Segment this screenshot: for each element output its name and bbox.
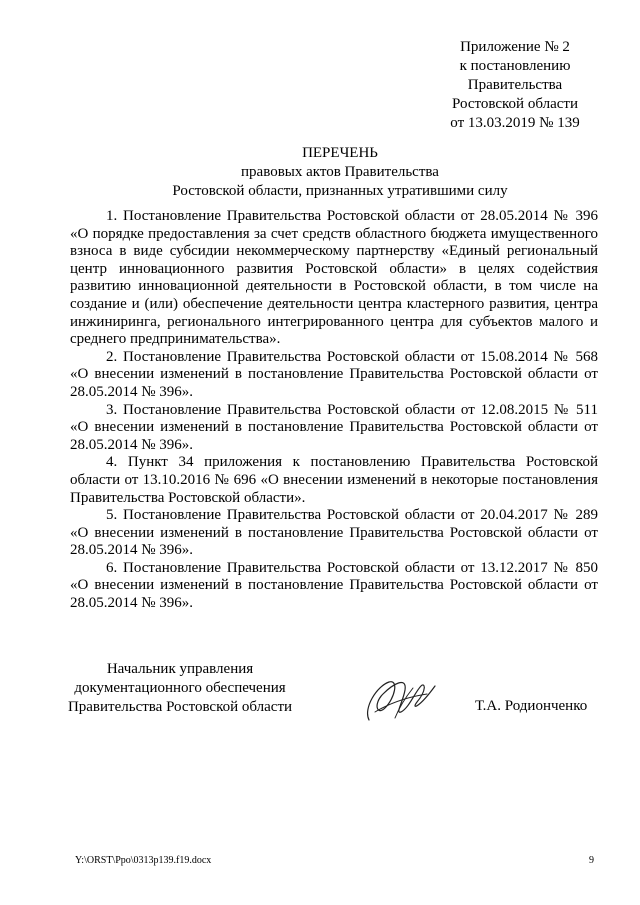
- list-item: 2. Постановление Правительства Ростовской области от 15.08.2014 № 568 «О внесении изменений в постановление Правительства Ростовской области от 28.05.2014 № 396».: [70, 348, 598, 400]
- title-subtitle-1: правовых актов Правительства: [241, 164, 439, 180]
- signer-position-line: Начальник управления: [106, 661, 254, 677]
- list-item: 4. Пункт 34 приложения к постановлению Правительства Ростовской области от 13.10.2016 № 696 «О внесении изменений в некоторые постановления Правительства Ростовской области».: [70, 454, 598, 506]
- list-item: 6. Постановление Правительства Ростовской области от 13.12.2017 № 850 «О внесении изменений в постановление Правительства Ростовской области от 28.05.2014 № 396».: [70, 559, 598, 612]
- document-title: [60, 144, 620, 201]
- list-item: 5. Постановление Правительства Ростовской области от 20.04.2017 № 289 «О внесении изменений в постановление Правительства Ростовской области от 28.05.2014 № 396».: [70, 507, 598, 559]
- appendix-ref-line: к постановлению: [459, 58, 571, 74]
- signer-name: Т.А. Родионченко: [475, 698, 588, 714]
- list-item: 1. Постановление Правительства Ростовской области от 28.05.2014 № 396 «О порядке предоставления за счет средств областного бюджета имущественного взноса в виде субсидии некоммерческому партнерству «Единый региональный центр инновационного развития Ростовской области» в целях содействия развитию инновационной деятельности в Ростовской области, в том числе на создание и (или) обеспечение деятельности центра кластерного развития, центра инжиниринга, регионального интегрированного центра для субъектов малого и среднего предпринимательства».: [70, 208, 598, 348]
- title-subtitle-2: Ростовской области, признанных утратившими силу: [172, 183, 508, 199]
- appendix-number: Приложение № 2: [460, 39, 570, 55]
- signer-position: [55, 660, 305, 717]
- acts-list: [70, 208, 598, 613]
- signer-position-line: Правительства Ростовской области: [67, 699, 293, 715]
- signer-position-line: документационного обеспечения: [74, 680, 286, 696]
- title-heading: ПЕРЕЧЕНЬ: [302, 145, 378, 161]
- list-item: 3. Постановление Правительства Ростовской области от 12.08.2015 № 511 «О внесении изменений в постановление Правительства Ростовской области от 28.05.2014 № 396».: [70, 401, 598, 453]
- appendix-header: [420, 38, 610, 133]
- appendix-authority: Правительства: [467, 77, 563, 93]
- appendix-region: Ростовской области: [452, 96, 578, 112]
- footer-file-path: Y:\ORST\Ppo\0313p139.f19.docx: [75, 855, 212, 866]
- appendix-date: от 13.03.2019 № 139: [450, 115, 580, 131]
- handwritten-signature: [355, 668, 445, 738]
- page-number: 9: [589, 855, 594, 866]
